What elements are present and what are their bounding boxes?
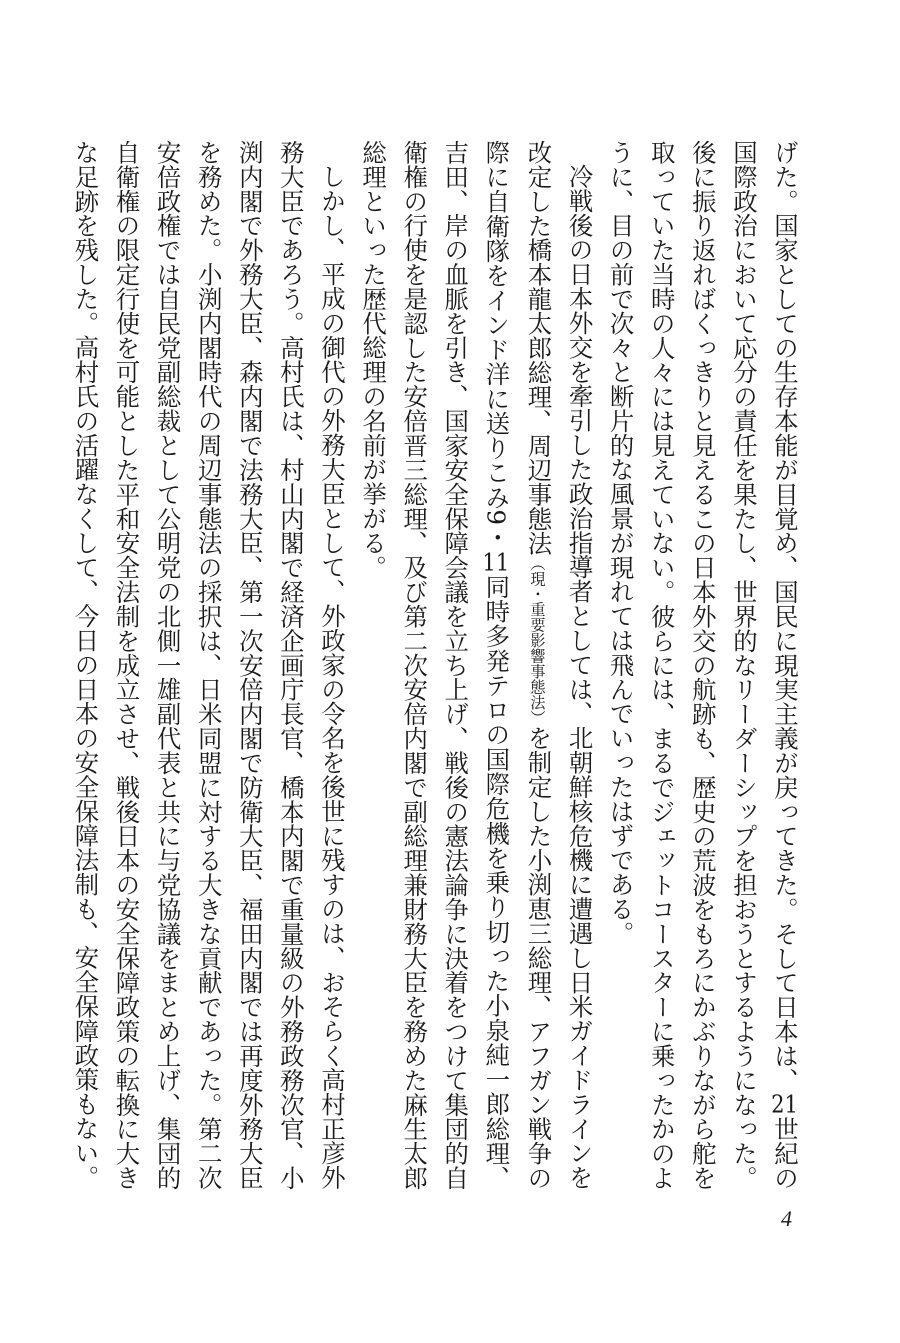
paragraph-2-segment-2: を制定した小渕恵三総理、アフガン戦争の際に自衛隊をインド洋に送りこみ — [481, 140, 553, 1190]
number-21st-century: 21 — [771, 1092, 798, 1117]
paragraph-1-segment-2: 世紀の国際政治において応分の責任を果たし、世界的なリーダーシップを担おうとするようになった。後に振り返ればくっきりと見えるこの日本外交の航跡も、歴史の荒波をもろにかぶりながら舵を取っていた当時の人々には見えていない。彼らには、まるでジェットコースターに乗ったかのように、目の前で次々と断片的な風景が現れては飛んでいったはずである。 — [605, 140, 799, 1190]
middle-dot: ・ — [481, 524, 511, 550]
page-number: 4 — [781, 1206, 792, 1231]
paragraph-3 — [64, 140, 352, 1190]
paragraph-1 — [600, 140, 805, 1190]
paragraph-3-segment-1: しかし、平成の御代の外務大臣として、外政家の令名を後世に残すのは、おそらく高村正彦外務大臣であろう。高村氏は、村山内閣で経済企画庁長官、橋本内閣で重量級の外務政務次官、小渕内閣で外務大臣、森内閣で法務大臣、第一次安倍内閣で防衛大臣、福田内閣では再度外務大臣を務めた。小渕内閣時代の周辺事態法の採択は、日米同盟に対する大きな貢献であった。第二次安倍政権では自民党副総裁として公明党の北側一雄副代表と共に与党協議をまとめ上げ、集団的自衛権の限定行使を可能とした平和安全法制を成立させ、戦後日本の安全保障政策の転換に大きな足跡を残した。高村氏の活躍なくして、今日の日本の安全保障法制も、安全保障政策もない。 — [70, 140, 346, 1190]
paragraph-2-segment-1: 冷戦後の日本外交を牽引した政治指導者としては、北朝鮮核危機に遭遇し日米ガイドラインを改定した橋本龍太郎総理、周辺事態法 — [523, 140, 594, 1190]
parenthetical-note: （現・重要影響事態法） — [528, 555, 547, 726]
vertical-body-text — [70, 140, 805, 1191]
paragraph-2 — [352, 140, 600, 1190]
paragraph-1-segment-1: げた。国家としての生存本能が目覚め、国民に現実主義が戻ってきた。そして日本は、 — [770, 140, 799, 1093]
paragraph-2-segment-3: 同時多発テロの国際危機を乗り切った小泉純一郎総理、吉田、岸の血脈を引き、国家安全保障会議を立ち上げ、戦後の憲法論争に決着をつけて集団的自衛権の行使を是認した安倍晋三総理、及び第二次安倍内閣で副総理兼財務大臣を務めた麻生太郎総理といった歴代総理の名前が挙がる。 — [358, 140, 511, 1191]
number-eleven: 11 — [482, 549, 510, 575]
number-nine: 9 — [481, 509, 511, 525]
